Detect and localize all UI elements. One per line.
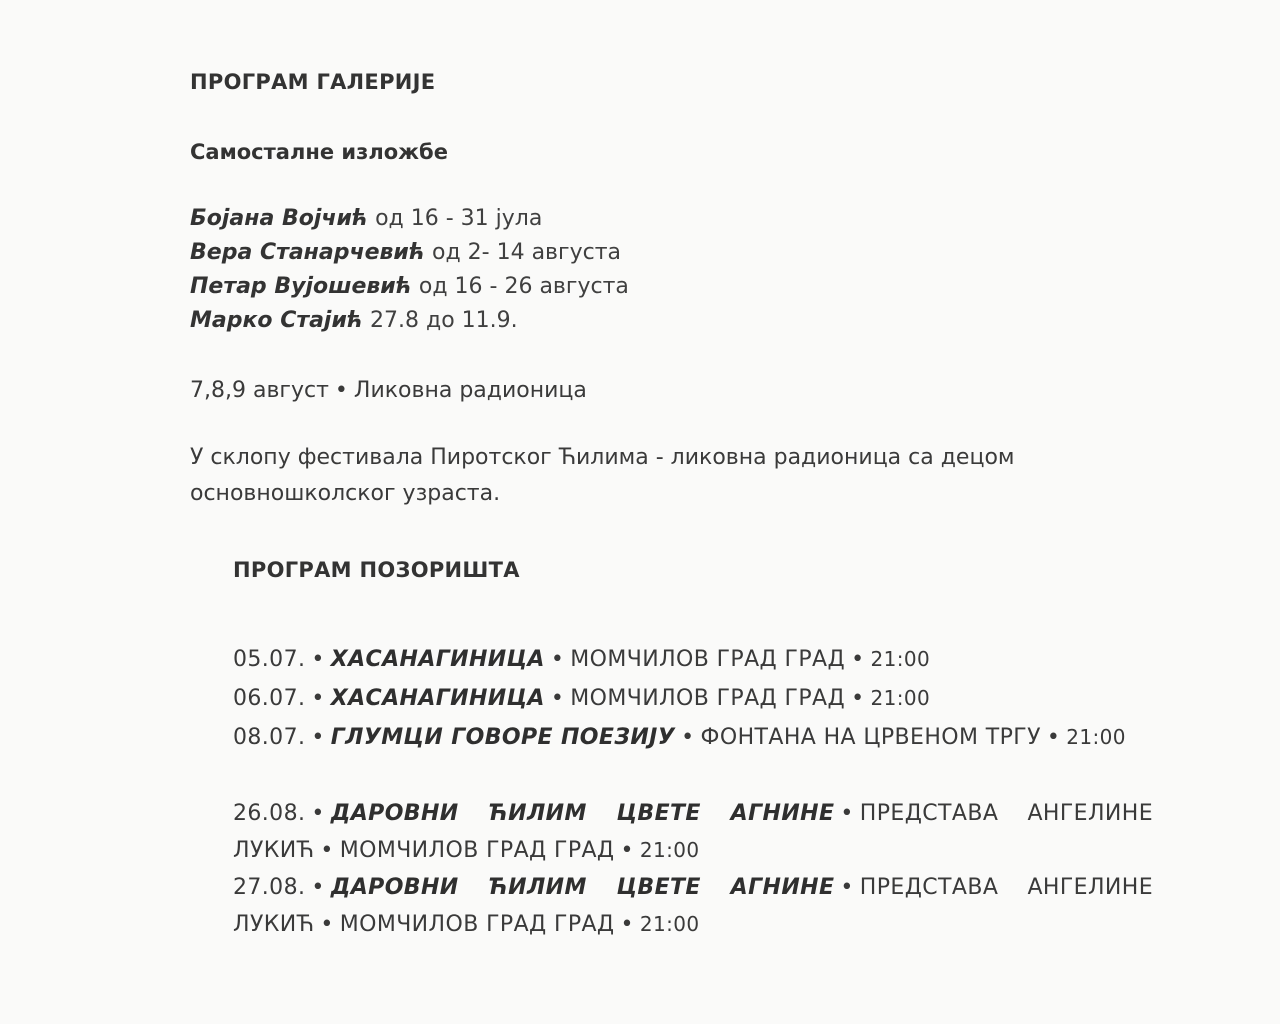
- festival-text-line: У склопу фестивала Пиротског Ћилима - ликовна радионица са децом: [190, 445, 1015, 470]
- gallery-title: ПРОГРАМ ГАЛЕРИЈЕ: [190, 70, 436, 94]
- event-time: 21:00: [639, 912, 700, 936]
- event-row: [233, 869, 1153, 943]
- festival-text-line: основношколског узраста.: [190, 481, 501, 506]
- event-note: ПРЕДСТАВА АНГЕЛИНЕ ЛУКИЋ: [233, 875, 1153, 937]
- event-title: ХАСАНАГИНИЦА: [330, 647, 545, 672]
- event-time: 21:00: [639, 838, 700, 862]
- event-list: [233, 640, 1153, 943]
- bullet-separator: •: [681, 725, 695, 750]
- bullet-separator: •: [311, 686, 325, 711]
- workshop-label: Ликовна радионица: [353, 378, 587, 403]
- artist-row: [190, 304, 1190, 338]
- bullet-separator: •: [840, 801, 854, 826]
- event-date: 06.07.: [233, 686, 306, 711]
- event-date: 27.08.: [233, 875, 306, 900]
- event-row: [233, 795, 1153, 869]
- bullet-separator: •: [620, 912, 634, 937]
- artist-list: [190, 202, 1190, 338]
- artist-name: Бојана Војчић: [190, 206, 369, 231]
- artist-name: Петар Вујошевић: [190, 274, 412, 299]
- bullet-separator: •: [550, 647, 565, 672]
- event-date: 08.07.: [233, 725, 306, 750]
- artist-dates: 27.8 до 11.9.: [363, 308, 518, 333]
- theatre-title: ПРОГРАМ ПОЗОРИШТА: [233, 558, 520, 582]
- artist-dates: од 2- 14 августа: [425, 240, 621, 265]
- event-title: ДАРОВНИ ЋИЛИМ ЦВЕТЕ АГНИНЕ: [330, 801, 835, 826]
- event-place: ФОНТАНА НА ЦРВЕНОМ ТРГУ: [700, 725, 1041, 750]
- event-time: 21:00: [870, 647, 931, 671]
- event-date: 05.07.: [233, 647, 306, 672]
- artist-name: Вера Станарчевић: [190, 240, 425, 265]
- workshop-line: [190, 374, 1190, 408]
- artist-row: [190, 236, 1190, 270]
- bullet-separator: •: [334, 378, 348, 403]
- event-time: 21:00: [870, 686, 931, 710]
- event-title: ГЛУМЦИ ГОВОРЕ ПОЕЗИЈУ: [330, 725, 676, 750]
- artist-row: [190, 202, 1190, 236]
- bullet-separator: •: [311, 725, 325, 750]
- event-title: ХАСАНАГИНИЦА: [330, 686, 545, 711]
- event-place: МОМЧИЛОВ ГРАД ГРАД: [339, 912, 615, 937]
- bullet-separator: •: [1046, 725, 1061, 750]
- event-date: 26.08.: [233, 801, 306, 826]
- bullet-separator: •: [620, 838, 634, 863]
- bullet-separator: •: [550, 686, 565, 711]
- event-place: МОМЧИЛОВ ГРАД ГРАД: [570, 686, 846, 711]
- event-note: ПРЕДСТАВА АНГЕЛИНЕ ЛУКИЋ: [233, 801, 1153, 863]
- festival-description: [190, 440, 1090, 512]
- artist-row: [190, 270, 1190, 304]
- event-time: 21:00: [1066, 725, 1126, 749]
- workshop-dates: 7,8,9 август: [190, 378, 329, 403]
- bullet-separator: •: [851, 647, 865, 672]
- artist-name: Марко Стајић: [190, 308, 364, 333]
- bullet-separator: •: [311, 647, 325, 672]
- gallery-subtitle: Самосталне изложбе: [190, 140, 448, 164]
- bullet-separator: •: [840, 875, 854, 900]
- bullet-separator: •: [311, 801, 325, 826]
- event-row: [233, 718, 1153, 757]
- artist-dates: од 16 - 26 августа: [411, 274, 629, 299]
- event-row: [233, 640, 1153, 679]
- bullet-separator: •: [311, 875, 325, 900]
- bullet-separator: •: [320, 912, 334, 937]
- theatre-section: [233, 558, 1153, 943]
- event-title: ДАРОВНИ ЋИЛИМ ЦВЕТЕ АГНИНЕ: [330, 875, 835, 900]
- artist-dates: од 16 - 31 јула: [368, 206, 543, 231]
- spacer: [233, 757, 1153, 795]
- gallery-section: [190, 70, 1190, 512]
- bullet-separator: •: [851, 686, 865, 711]
- bullet-separator: •: [320, 838, 334, 863]
- event-place: МОМЧИЛОВ ГРАД ГРАД: [570, 647, 846, 672]
- event-row: [233, 679, 1153, 718]
- event-place: МОМЧИЛОВ ГРАД ГРАД: [339, 838, 615, 863]
